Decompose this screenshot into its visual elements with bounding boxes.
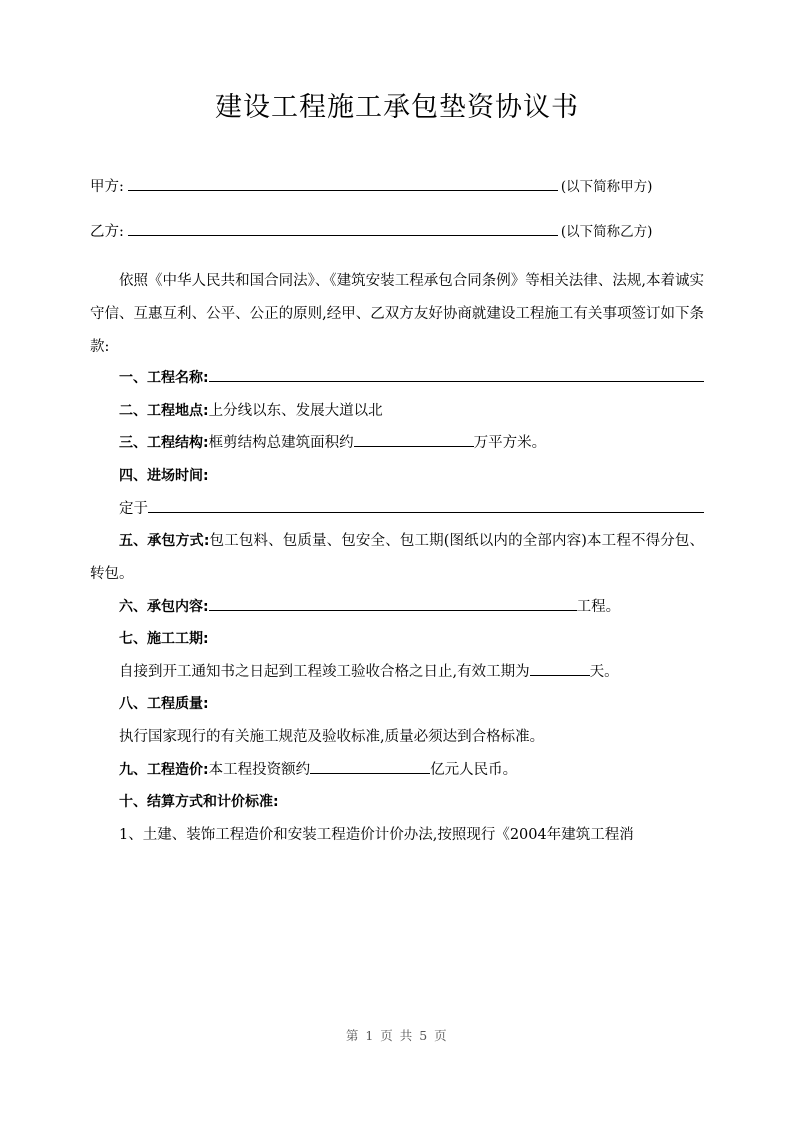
- clause-9: [90, 754, 704, 787]
- clause-5-heading: 五、承包方式:: [119, 533, 210, 550]
- clause-9-body-after: 亿元人民币。: [430, 761, 518, 778]
- clause-8-subline: 执行国家现行的有关施工规范及验收标准,质量必须达到合格标准。: [119, 729, 545, 746]
- clause-6: [90, 591, 704, 624]
- clause-4-input[interactable]: [148, 499, 704, 513]
- party-line-yifang: [90, 221, 704, 240]
- clause-3-body-after: 万平方米。: [473, 435, 547, 452]
- clause-7-subline: [90, 656, 704, 689]
- clause-1-heading: 一、工程名称:: [119, 370, 209, 387]
- clause-3: [90, 427, 704, 460]
- intro-paragraph: 依照《中华人民共和国合同法》、《建筑安装工程承包合同条例》等相关法律、法规,本着诚实守信、互惠互利、公平、公正的原则,经甲、乙双方友好协商就建设工程施工有关事项签订如下条款:: [90, 273, 704, 355]
- clause-3-body-before: 框剪结构总建筑面积约: [208, 435, 354, 452]
- clause-7-heading: 七、施工工期:: [119, 631, 209, 648]
- clause-10: [90, 786, 704, 819]
- clause-5: [90, 525, 704, 590]
- clause-10-heading: 十、结算方式和计价标准:: [119, 794, 279, 811]
- clause-10-item-1: 1、土建、装饰工程造价和安装工程造价计价办法,按照现行《2004年建筑工程消: [119, 826, 634, 843]
- clause-4-subline: [90, 493, 704, 526]
- party-input-yifang[interactable]: [128, 221, 558, 236]
- clause-9-heading: 九、工程造价:: [119, 761, 209, 778]
- clause-9-body-before: 本工程投资额约: [208, 761, 311, 778]
- clause-4: [90, 460, 704, 493]
- clause-6-input[interactable]: [209, 595, 577, 611]
- party-label-jiafang: 甲方:: [90, 179, 124, 196]
- party-suffix-yifang: (以下简称乙方): [560, 223, 653, 240]
- clause-8: [90, 688, 704, 721]
- clause-3-heading: 三、工程结构:: [119, 435, 209, 452]
- clause-5-body: 包工包料、包质量、包安全、包工期(图纸以内的全部内容)本工程不得分包、转包。: [90, 533, 704, 582]
- page-title: 建设工程施工承包垫资协议书: [215, 92, 579, 123]
- clause-2: [90, 395, 704, 428]
- clause-7: [90, 623, 704, 656]
- clause-7-input[interactable]: [530, 660, 590, 676]
- clause-6-heading: 六、承包内容:: [119, 598, 209, 615]
- clause-1-input[interactable]: [209, 368, 704, 382]
- clause-8-heading: 八、工程质量:: [119, 696, 209, 713]
- party-label-yifang: 乙方:: [90, 223, 124, 240]
- clause-9-input[interactable]: [310, 758, 430, 774]
- clause-3-input[interactable]: [354, 432, 474, 448]
- clause-4-sub-lead: 定于: [119, 500, 148, 517]
- clause-6-body-after: 工程。: [576, 598, 621, 615]
- clause-4-heading: 四、进场时间:: [119, 468, 209, 485]
- party-suffix-jiafang: (以下简称甲方): [560, 179, 653, 196]
- clause-7-sub-after: 天。: [589, 663, 619, 680]
- party-line-jiafang: [90, 176, 704, 195]
- clause-2-heading: 二、工程地点:: [119, 402, 209, 419]
- page-footer: 第 1 页 共 5 页: [345, 1028, 449, 1043]
- clause-1: [90, 363, 704, 395]
- clause-2-body: 上分线以东、发展大道以北: [208, 402, 383, 419]
- clause-7-sub-before: 自接到开工通知书之日起到工程竣工验收合格之日止,有效工期为: [119, 663, 530, 680]
- parties-block: [90, 176, 704, 239]
- party-input-jiafang[interactable]: [128, 176, 558, 191]
